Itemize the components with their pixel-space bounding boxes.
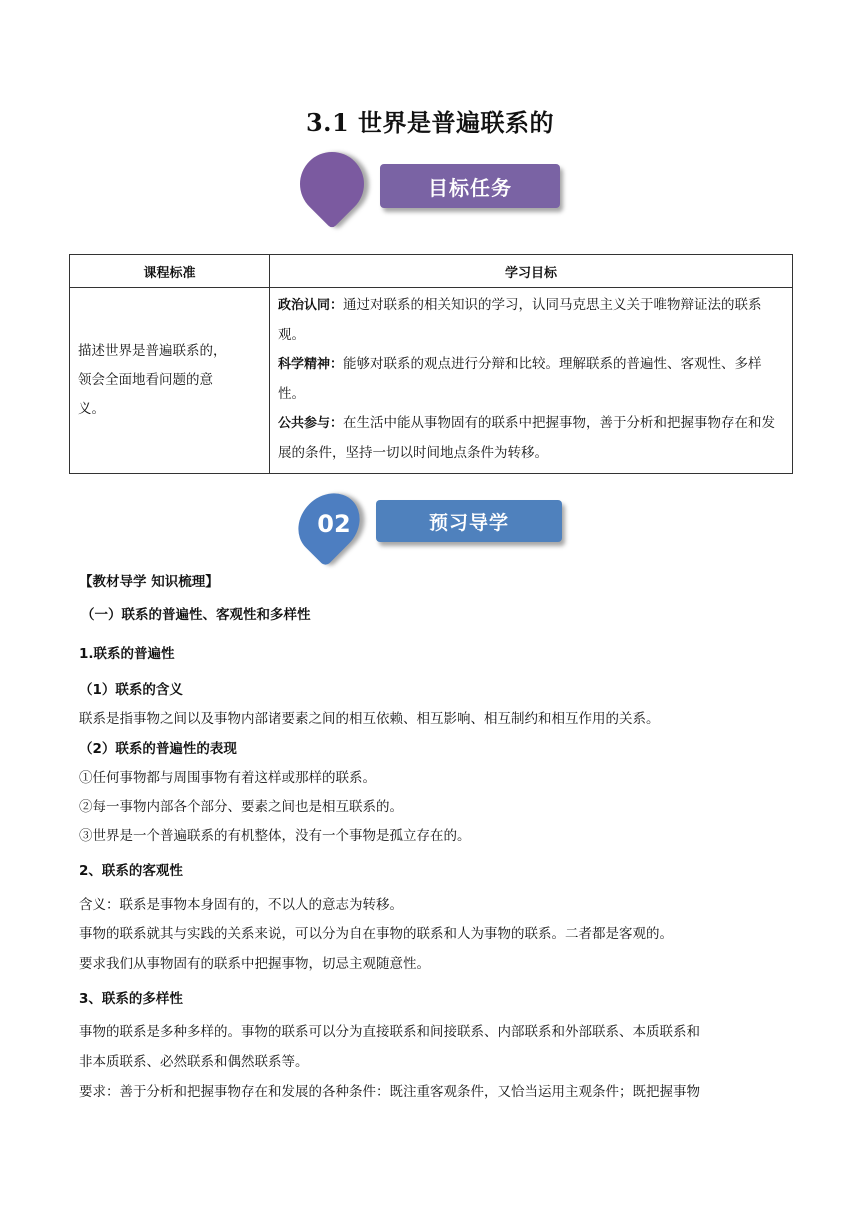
goal-text: 在生活中能从事物固有的联系中把握事物，善于分析和把握事物存在和发展的条件，坚持一切以时间地点条件为转移。 xyxy=(278,415,776,461)
goal-text: 能够对联系的观点进行分辩和比较。理解联系的普遍性、客观性、多样性。 xyxy=(278,356,762,402)
goal-item xyxy=(278,291,786,350)
heading-diversity: 3、联系的多样性 xyxy=(79,991,183,1007)
section-banner-label: 目标任务 xyxy=(380,164,560,208)
paragraph-line: 非本质联系、必然联系和偶然联系等。 xyxy=(79,1054,309,1070)
goal-label: 政治认同： xyxy=(278,298,344,313)
table-header-standard: 课程标准 xyxy=(70,255,270,288)
goal-label: 科学精神： xyxy=(278,357,344,372)
standard-line: 描述世界是普遍联系的， xyxy=(78,343,227,359)
decorative-blob-icon xyxy=(287,139,378,230)
subheading-manifestation: （2）联系的普遍性的表现 xyxy=(79,741,237,757)
goal-item xyxy=(278,409,786,468)
list-item: ②每一事物内部各个部分、要素之间也是相互联系的。 xyxy=(79,799,403,815)
standard-line: 领会全面地看问题的意 xyxy=(78,372,213,388)
goal-label: 公共参与： xyxy=(278,416,344,431)
list-item: ①任何事物都与周围事物有着这样或那样的联系。 xyxy=(79,770,376,786)
course-standard-cell xyxy=(70,288,270,474)
heading-universality: 1.联系的普遍性 xyxy=(79,646,175,662)
section-banner-preview xyxy=(296,494,566,556)
table-header-goals: 学习目标 xyxy=(270,255,793,288)
objectives-table xyxy=(69,254,793,474)
paragraph-line: 要求我们从事物固有的联系中把握事物，切忌主观随意性。 xyxy=(79,956,430,972)
section-number: 02 xyxy=(317,510,351,538)
section-tag: 【教材导学 知识梳理】 xyxy=(79,574,219,590)
subheading-meaning: （1）联系的含义 xyxy=(79,682,183,698)
section-banner-label: 预习导学 xyxy=(376,500,562,542)
learning-goals-cell xyxy=(270,288,793,474)
paragraph-line: 要求：善于分析和把握事物存在和发展的各种条件：既注重客观条件，又恰当运用主观条件；既把握事物 xyxy=(79,1084,700,1100)
list-item: ③世界是一个普遍联系的有机整体，没有一个事物是孤立存在的。 xyxy=(79,828,471,844)
subsection-heading: （一）联系的普遍性、客观性和多样性 xyxy=(81,607,311,623)
page-title: 3.1 世界是普遍联系的 xyxy=(305,108,555,137)
standard-line: 义。 xyxy=(78,401,105,417)
section-banner-goals xyxy=(300,152,562,220)
paragraph-line: 含义：联系是事物本身固有的，不以人的意志为转移。 xyxy=(79,897,403,913)
paragraph-line: 事物的联系是多种多样的。事物的联系可以分为直接联系和间接联系、内部联系和外部联系、本质联系和 xyxy=(79,1024,700,1040)
goal-text: 通过对联系的相关知识的学习，认同马克思主义关于唯物辩证法的联系观。 xyxy=(278,297,762,343)
paragraph-meaning: 联系是指事物之间以及事物内部诸要素之间的相互依赖、相互影响、相互制约和相互作用的关系。 xyxy=(79,711,660,727)
goal-item xyxy=(278,350,786,409)
heading-objectivity: 2、联系的客观性 xyxy=(79,863,183,879)
paragraph-line: 事物的联系就其与实践的关系来说，可以分为自在事物的联系和人为事物的联系。二者都是客观的。 xyxy=(79,926,673,942)
